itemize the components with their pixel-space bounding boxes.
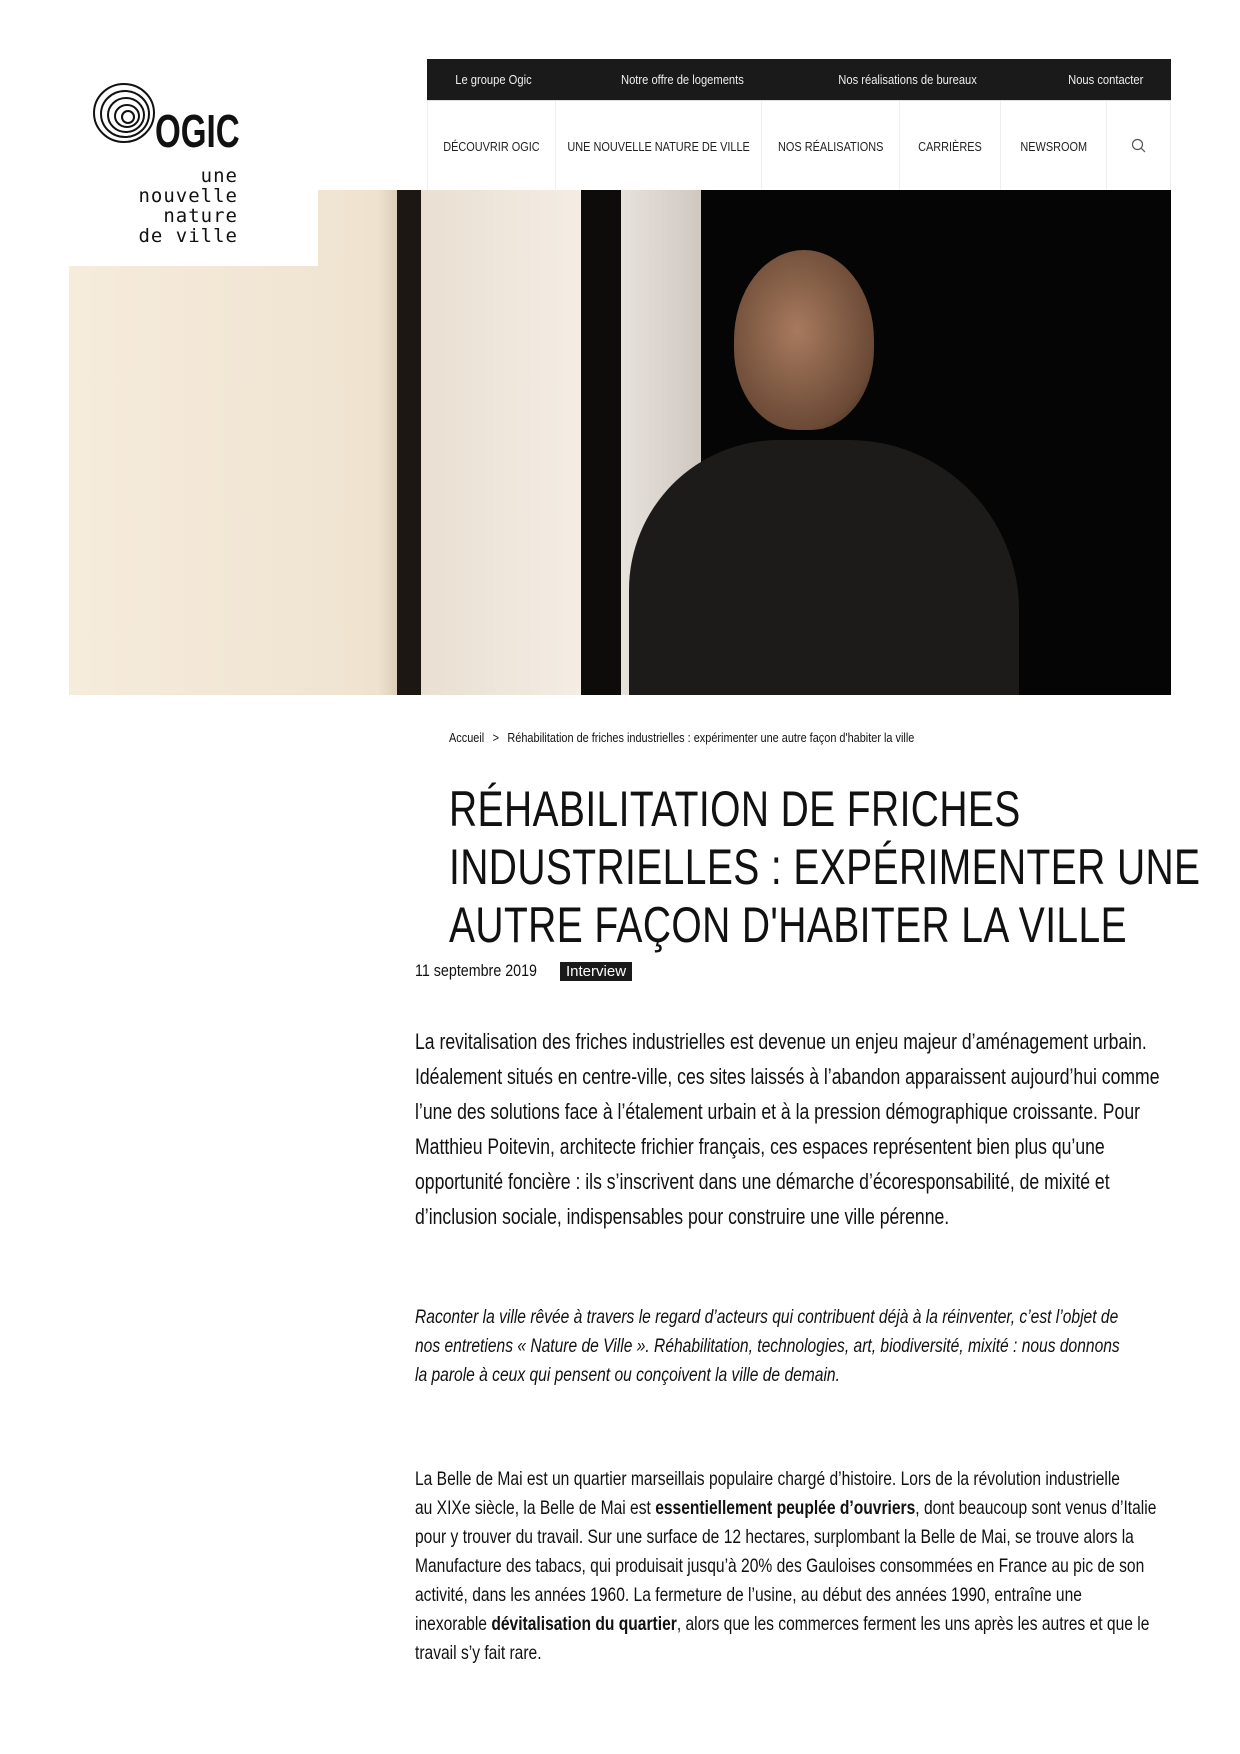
text-segment: pour y trouver du travail. Sur une surface de 12 hectares, surplombant la Belle de Mai, se trouve alors la — [415, 1526, 1134, 1548]
title-line: INDUSTRIELLES : EXPÉRIMENTER UNE — [449, 839, 1201, 895]
tagline-line: nouvelle — [138, 185, 238, 207]
text-line — [415, 1552, 1156, 1581]
breadcrumb-home[interactable]: Accueil — [449, 730, 485, 745]
text-line: Raconter la ville rêvée à travers le regard d’acteurs qui contribuent déjà à la réinventer, c’est l’objet de — [415, 1306, 1119, 1328]
article-meta — [415, 961, 632, 981]
top-utility-bar — [427, 59, 1171, 100]
text-line: la parole à ceux qui pensent ou conçoivent la ville de demain. — [415, 1364, 840, 1386]
nav-item-decouvrir[interactable] — [427, 101, 555, 191]
nav-label: NOS RÉALISATIONS — [777, 138, 884, 154]
text-segment: Manufacture des tabacs, qui produisait jusqu’à 20% des Gauloises consommées en France au pic de son — [415, 1555, 1145, 1577]
text-segment: , alors que les commerces ferment les uns après les autres et que le — [676, 1613, 1150, 1635]
topbar-link-logements[interactable]: Notre offre de logements — [621, 72, 744, 87]
text-line: Idéalement situés en centre-ville, ces sites laissés à l’abandon apparaissent aujourd’hui comme — [415, 1064, 1160, 1089]
tagline-line: nature — [163, 205, 238, 227]
main-nav — [427, 100, 1171, 190]
title-line: RÉHABILITATION DE FRICHES — [449, 781, 1021, 837]
tagline-line: une — [200, 165, 238, 187]
text-line: nos entretiens « Nature de Ville ». Réhabilitation, technologies, art, biodiversité, mixité : nous donnons — [415, 1335, 1120, 1357]
nav-item-carrieres[interactable] — [899, 101, 1000, 191]
search-icon — [1131, 138, 1147, 154]
body-paragraph — [415, 1465, 1156, 1668]
text-segment: La Belle de Mai est un quartier marseillais populaire chargé d’histoire. Lors de la révolution industrielle — [415, 1468, 1120, 1490]
text-line: opportunité foncière : ils s’inscrivent dans une démarche d’écoresponsabilité, de mixité et — [415, 1169, 1110, 1194]
text-line: d’inclusion sociale, indispensables pour construire une ville pérenne. — [415, 1204, 950, 1229]
publish-date: 11 septembre 2019 — [415, 961, 537, 980]
topbar-link-groupe[interactable]: Le groupe Ogic — [455, 72, 532, 87]
text-segment: , dont beaucoup sont venus d’Italie — [915, 1497, 1157, 1519]
nav-label: NEWSROOM — [1020, 138, 1087, 154]
text-line: Matthieu Poitevin, architecte frichier français, ces espaces représentent bien plus qu’une — [415, 1134, 1105, 1159]
text-segment: travail s’y fait rare. — [415, 1642, 542, 1664]
title-line: AUTRE FAÇON D'HABITER LA VILLE — [449, 897, 1128, 953]
tagline-line: de ville — [138, 225, 238, 247]
text-line: La revitalisation des friches industrielles est devenue un enjeu majeur d’aménagement urbain. — [415, 1029, 1147, 1054]
category-badge[interactable]: Interview — [560, 962, 632, 981]
bold-text: essentiellement peuplée d’ouvriers — [655, 1497, 916, 1519]
nav-item-realisations[interactable] — [761, 101, 899, 191]
text-line — [415, 1465, 1156, 1494]
search-button[interactable] — [1106, 101, 1171, 191]
topbar-link-bureaux[interactable]: Nos réalisations de bureaux — [838, 72, 978, 87]
nav-label: CARRIÈRES — [918, 138, 982, 154]
breadcrumb-current: Réhabilitation de friches industrielles : expérimenter une autre façon d'habiter la ville — [507, 730, 915, 745]
intro-paragraph — [415, 1024, 1160, 1234]
breadcrumb-separator: > — [492, 730, 499, 745]
logo[interactable] — [69, 80, 318, 266]
nav-label: DÉCOUVRIR OGIC — [443, 138, 540, 154]
text-line — [415, 1494, 1156, 1523]
page-title — [449, 780, 1200, 954]
text-line — [415, 1639, 1156, 1668]
topbar-link-contact[interactable]: Nous contacter — [1067, 72, 1143, 87]
bold-text: dévitalisation du quartier — [491, 1613, 677, 1635]
text-line — [415, 1610, 1156, 1639]
spiral-logo-icon — [91, 80, 157, 146]
nav-item-nature-de-ville[interactable] — [555, 101, 761, 191]
text-segment: activité, dans les années 1960. La fermeture de l’usine, au début des années 1990, entraîne une — [415, 1584, 1082, 1606]
text-line — [415, 1523, 1156, 1552]
text-line — [415, 1581, 1156, 1610]
italic-paragraph — [415, 1303, 1120, 1390]
breadcrumb — [449, 730, 914, 745]
brand-name: OGIC — [155, 105, 240, 157]
text-segment: inexorable — [415, 1613, 492, 1635]
text-line: l’une des solutions face à l’étalement urbain et à la pression démographique croissante. Pour — [415, 1099, 1140, 1124]
text-segment: au XIXe siècle, la Belle de Mai est — [415, 1497, 656, 1519]
nav-label: UNE NOUVELLE NATURE DE VILLE — [567, 138, 750, 154]
nav-item-newsroom[interactable] — [1000, 101, 1106, 191]
